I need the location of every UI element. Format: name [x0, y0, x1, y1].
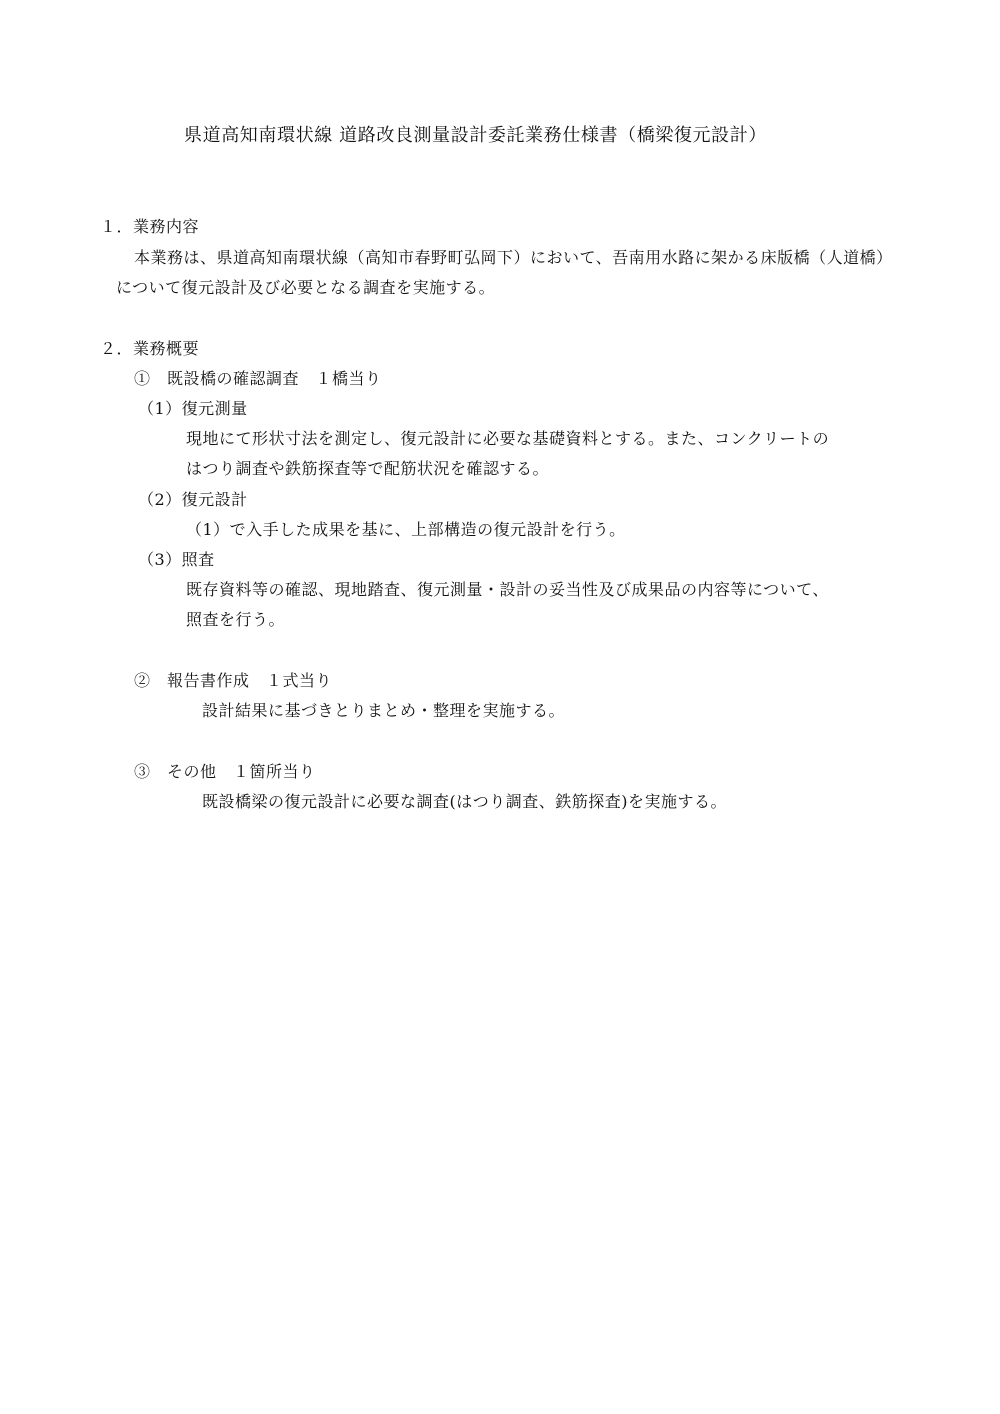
subitem-2-label: （2）復元設計 [138, 490, 248, 509]
subitem-1-label: （1）復元測量 [138, 399, 248, 418]
subitem-3-line-2: 照査を行う。 [186, 610, 286, 629]
item-1-label: ① 既設橋の確認調査 １橋当り [134, 369, 382, 388]
subitem-2-line-1: （1）で入手した成果を基に、上部構造の復元設計を行う。 [186, 520, 626, 539]
subitem-3-line-1: 既存資料等の確認、現地踏査、復元測量・設計の妥当性及び成果品の内容等について、 [186, 580, 829, 599]
item-2-line-1: 設計結果に基づきとりまとめ・整理を実施する。 [202, 701, 566, 720]
section-1-body-line-2: について復元設計及び必要となる調査を実施する。 [116, 278, 496, 297]
subitem-1-line-1: 現地にて形状寸法を測定し、復元設計に必要な基礎資料とする。また、コンクリートの [186, 429, 830, 448]
section-2-heading: ２．業務概要 [100, 339, 200, 358]
subitem-3-label: （3）照査 [138, 550, 215, 569]
subitem-1-line-2: はつり調査や鉄筋探査等で配筋状況を確認する。 [186, 459, 550, 478]
document-title: 県道高知南環状線 道路改良測量設計委託業務仕様書（橋梁復元設計） [184, 125, 767, 146]
section-1-heading: １．業務内容 [100, 217, 200, 236]
item-3-label: ③ その他 １箇所当り [134, 762, 316, 781]
section-1-body-line-1: 本業務は、県道高知南環状線（高知市春野町弘岡下）において、吾南用水路に架かる床版橋（人道橋） [134, 248, 893, 267]
item-2-label: ② 報告書作成 １式当り [134, 671, 333, 690]
item-3-line-1: 既設橋梁の復元設計に必要な調査(はつり調査、鉄筋探査)を実施する。 [202, 792, 727, 811]
